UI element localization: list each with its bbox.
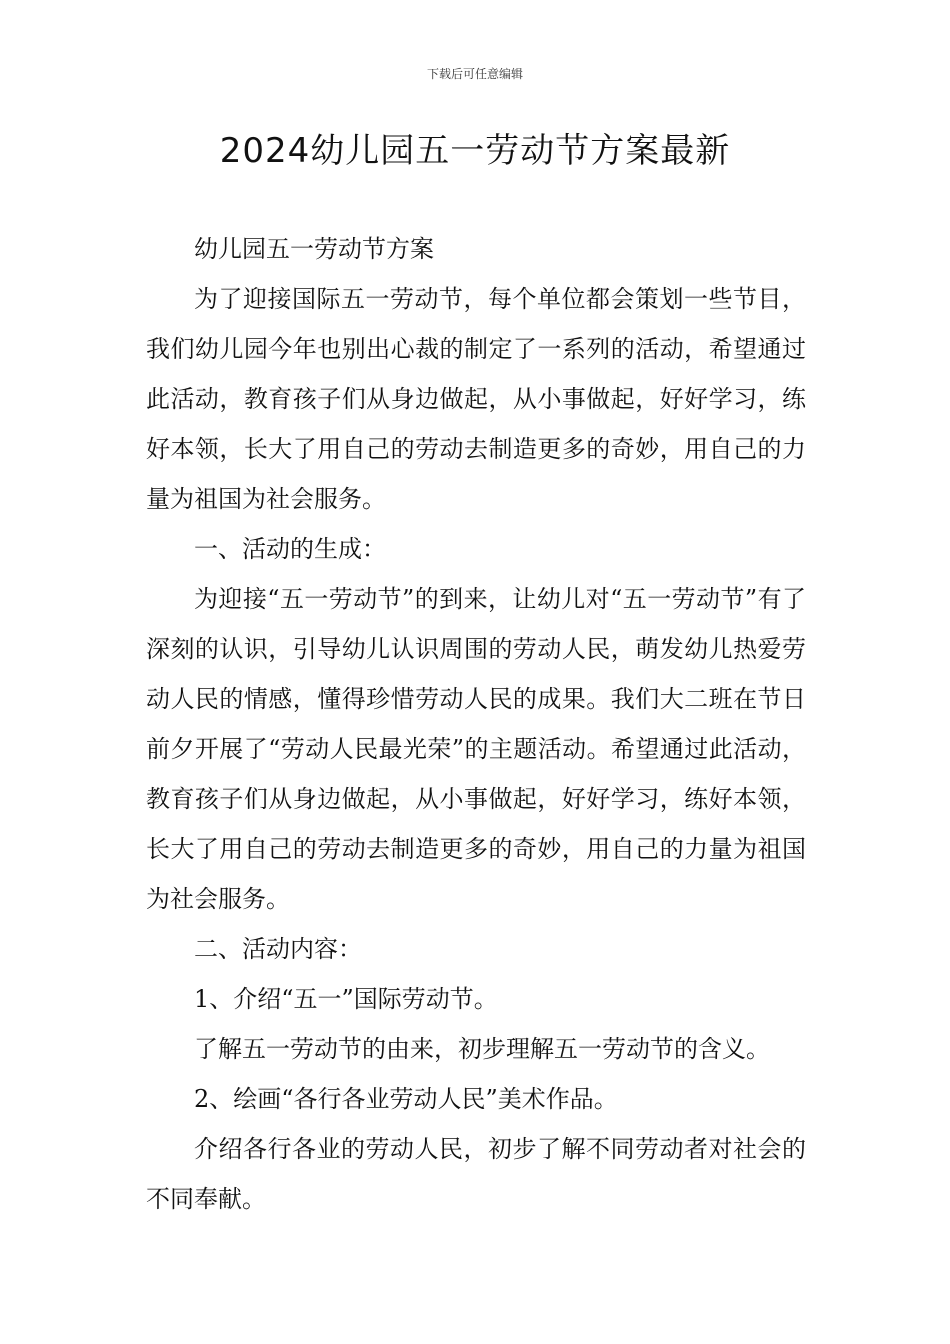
paragraph-item-1-detail: 了解五一劳动节的由来，初步理解五一劳动节的含义。: [194, 1035, 770, 1063]
section-heading-content: 二、活动内容：: [194, 935, 362, 963]
list-item-2: 2、绘画“各行各业劳动人民”美术作品。: [194, 1085, 618, 1113]
paragraph-item-2-detail: 介绍各行各业的劳动人民，初步了解不同劳动者对社会的不同奉献。: [146, 1135, 806, 1213]
list-item-1: 1、介绍“五一”国际劳动节。: [194, 985, 498, 1013]
section-heading-generation: 一、活动的生成：: [194, 535, 386, 563]
paragraph-generation: 为迎接“五一劳动节”的到来，让幼儿对“五一劳动节”有了深刻的认识，引导幼儿认识周围的劳动人民，萌发幼儿热爱劳动人民的情感，懂得珍惜劳动人民的成果。我们大二班在节日前夕开展了“劳动人民最光荣”的主题活动。希望通过此活动，教育孩子们从身边做起，从小事做起，好好学习，练好本领，长大了用自己的劳动去制造更多的奇妙，用自己的力量为祖国为社会服务。: [146, 585, 806, 913]
paragraph-subtitle: 幼儿园五一劳动节方案: [194, 235, 434, 263]
header-note: 下载后可任意编辑: [426, 67, 523, 81]
document-body: [146, 224, 806, 1224]
document-title: 2024幼儿园五一劳动节方案最新: [219, 131, 731, 171]
paragraph-intro: 为了迎接国际五一劳动节，每个单位都会策划一些节目，我们幼儿园今年也别出心裁的制定了一系列的活动，希望通过此活动，教育孩子们从身边做起，从小事做起，好好学习，练好本领，长大了用自己的劳动去制造更多的奇妙，用自己的力量为祖国为社会服务。: [146, 285, 806, 513]
